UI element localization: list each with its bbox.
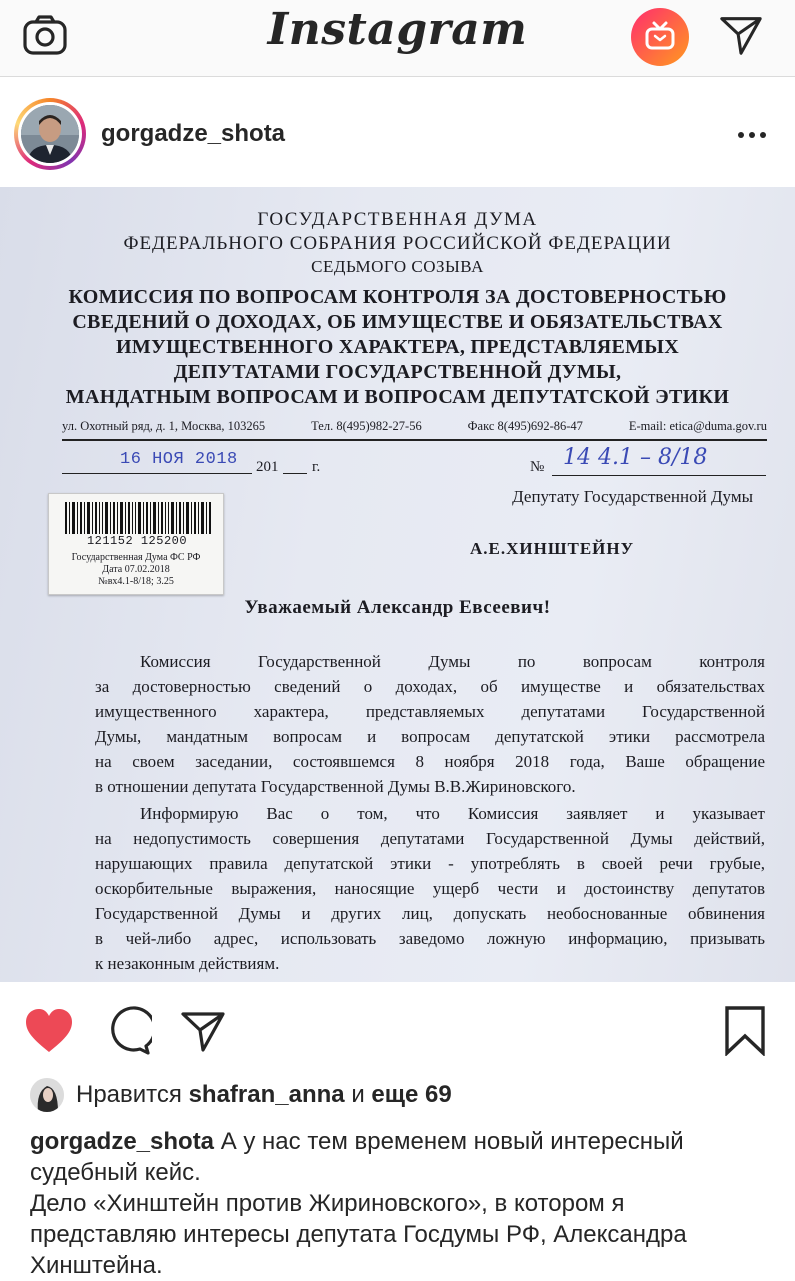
doc-commission-line: СВЕДЕНИЙ О ДОХОДАХ, ОБ ИМУЩЕСТВЕ И ОБЯЗАТЕЛЬСТВАХ (72, 311, 723, 333)
doc-addressee: Депутату Государственной Думы (512, 487, 753, 506)
doc-email: E-mail: etica@duma.gov.ru (628, 419, 767, 433)
doc-text-line: в чей-либо адрес, использовать заведомо ложную информацию, призывать (95, 929, 765, 948)
post-caption (30, 1126, 770, 1281)
likes-text (76, 1081, 452, 1109)
year-label: 201 (256, 459, 279, 475)
year-g-label: г. (312, 459, 321, 475)
doc-text-line: имущественного характера, представляемых депутатами Государственной (95, 702, 765, 721)
doc-header-line: ГОСУДАРСТВЕННАЯ ДУМА (257, 209, 538, 230)
doc-commission-line: КОМИССИЯ ПО ВОПРОСАМ КОНТРОЛЯ ЗА ДОСТОВЕРНОСТЬЮ (68, 286, 727, 308)
doc-paragraph-1 (95, 649, 765, 799)
doc-text-line: Государственной Думы и других лиц, допускать необоснованные обвинения (95, 904, 765, 923)
doc-header-line: ФЕДЕРАЛЬНОГО СОБРАНИЯ РОССИЙСКОЙ ФЕДЕРАЦИИ (123, 233, 672, 254)
barcode-number: 121152 125200 (86, 534, 188, 548)
doc-header-line: СЕДЬМОГО СОЗЫВА (311, 257, 484, 276)
year-underline (283, 473, 307, 474)
barcode-icon (63, 502, 213, 534)
barcode-caption: Государственная Дума ФС РФ (71, 552, 201, 563)
doc-text-line: на недопустимость совершения депутатами Государственной Думы действий, (95, 829, 765, 848)
post-header (0, 90, 795, 182)
doc-text-line: на своем заседании, состоявшемся 8 ноября 2018 года, Ваше обращение (95, 752, 765, 771)
doc-addressee-name: А.Е.ХИНШТЕЙНУ (470, 539, 635, 558)
comment-icon[interactable] (100, 1004, 154, 1058)
igtv-icon[interactable] (630, 7, 690, 67)
more-icon[interactable] (722, 120, 782, 150)
liker-avatar[interactable] (30, 1078, 64, 1112)
doc-salutation: Уважаемый Александр Евсеевич! (244, 597, 551, 618)
doc-text-line: Информирую Вас о том, что Комиссия заявляет и указывает (140, 804, 765, 823)
barcode-caption: Дата 07.02.2018 (102, 564, 170, 575)
avatar[interactable] (14, 98, 86, 170)
number-underline (552, 475, 766, 476)
bookmark-icon[interactable] (718, 1004, 772, 1058)
likes-others[interactable]: еще 69 (371, 1081, 452, 1108)
doc-text-line: Комиссия Государственной Думы по вопросам контроля (140, 652, 765, 671)
barcode-caption: №вх4.1-8/18; 3.25 (98, 576, 174, 587)
doc-text-line: за достоверностью сведений о доходах, об имуществе и обязательствах (95, 677, 765, 696)
doc-fax: Факс 8(495)692-86-47 (467, 419, 583, 433)
doc-text-line: нарушающих правила депутатской этики - употреблять в своей речи грубые, (95, 854, 765, 873)
caption-username[interactable]: gorgadze_shota (30, 1128, 215, 1155)
paper-plane-icon[interactable] (718, 12, 764, 58)
doc-paragraph-2 (95, 801, 765, 976)
doc-contacts (62, 419, 767, 441)
caption-text: Дело «Хинштейн против Жириновского», в котором я представляю интересы депутата Госдумы РФ, Александра Хинштейна. (30, 1190, 687, 1279)
likes-row (0, 1076, 795, 1116)
doc-commission-line: МАНДАТНЫМ ВОПРОСАМ И ВОПРОСАМ ДЕПУТАТСКОЙ ЭТИКИ (65, 386, 730, 408)
barcode-sticker (48, 493, 224, 595)
doc-text-line: оскорбительные выражения, наносящие ущерб чести и достоинству депутатов (95, 879, 765, 898)
doc-phone: Тел. 8(495)982-27-56 (311, 419, 422, 433)
date-stamp: 16 НОЯ 2018 (120, 450, 238, 469)
date-underline (62, 473, 252, 474)
likes-joiner: и (351, 1081, 365, 1108)
likes-prefix: Нравится (76, 1081, 182, 1108)
heart-icon[interactable] (22, 1004, 76, 1058)
doc-commission-line: ИМУЩЕСТВЕННОГО ХАРАКТЕРА, ПРЕДСТАВЛЯЕМЫХ (116, 336, 679, 358)
doc-text-line: в отношении депутата Государственной Думы В.В.Жириновского. (95, 777, 576, 796)
doc-commission-line: ДЕПУТАТАМИ ГОСУДАРСТВЕННОЙ ДУМЫ, (173, 361, 622, 383)
paper-plane-icon[interactable] (176, 1004, 230, 1058)
top-bar (0, 0, 795, 77)
post-username[interactable]: gorgadze_shota (101, 120, 286, 147)
liker-username[interactable]: shafran_anna (188, 1081, 345, 1108)
reference-number: 14 4.1 – 8/18 (563, 445, 708, 470)
caption-text: А у нас тем временем новый интересный судебный кейс. (30, 1128, 684, 1186)
doc-address: ул. Охотный ряд, д. 1, Москва, 103265 (62, 419, 266, 433)
doc-text-line: Думы, мандатным вопросам и вопросам депутатской этики рассмотрела (95, 727, 765, 746)
post-image-document[interactable] (0, 187, 795, 982)
post-actions (0, 990, 795, 1070)
instagram-logo[interactable]: Instagram (267, 4, 528, 55)
number-sign: № (530, 459, 545, 475)
doc-text-line: к незаконным действиям. (95, 954, 280, 973)
